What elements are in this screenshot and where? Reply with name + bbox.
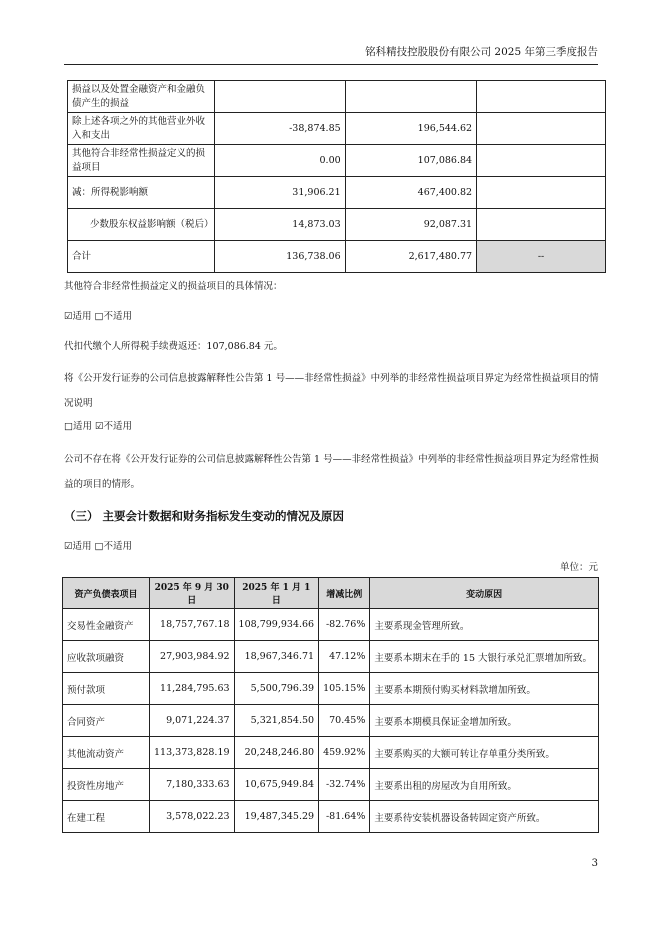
column-header: 变动原因	[370, 578, 599, 609]
change-ratio: -81.64%	[319, 801, 370, 833]
ytd-value: 467,400.82	[345, 177, 476, 209]
change-ratio: 459.92%	[319, 737, 370, 769]
note-cell	[477, 209, 606, 241]
value-jan1: 10,675,949.84	[234, 769, 319, 801]
table-row	[68, 145, 606, 177]
value-jan1: 20,248,246.80	[234, 737, 319, 769]
ytd-value: 107,086.84	[345, 145, 476, 177]
balance-sheet-changes-table	[62, 577, 599, 833]
value-sep30: 18,757,767.18	[150, 609, 235, 641]
row-label: 除上述各项之外的其他营业外收入和支出	[68, 113, 215, 145]
ytd-value: 2,617,480.77	[345, 241, 476, 273]
item-name: 应收款项融资	[63, 641, 150, 673]
applicability-checkbox: ☑适用 □不适用	[64, 311, 133, 322]
note-cell	[477, 113, 606, 145]
value-sep30: 27,903,984.92	[150, 641, 235, 673]
change-ratio: 70.45%	[319, 705, 370, 737]
item-name: 合同资产	[63, 705, 150, 737]
row-label: 少数股东权益影响额（税后）	[68, 209, 215, 241]
unit-label: 单位：元	[559, 562, 598, 573]
value-sep30: 3,578,022.23	[150, 801, 235, 833]
row-label: 损益以及处置金融资产和金融负债产生的损益	[68, 81, 215, 113]
change-reason: 主要系现金管理所致。	[370, 609, 599, 641]
note-cell	[477, 81, 606, 113]
table-row	[68, 81, 606, 113]
value-jan1: 108,799,934.66	[234, 609, 319, 641]
ytd-value: 196,544.62	[345, 113, 476, 145]
applicability-checkbox: □适用 ☑不适用	[64, 421, 133, 432]
table-row	[68, 209, 606, 241]
paragraph: 其他符合非经常性损益定义的损益项目的具体情况：	[64, 281, 283, 292]
value-sep30: 11,284,795.63	[150, 673, 235, 705]
row-label: 其他符合非经常性损益定义的损益项目	[68, 145, 215, 177]
row-label: 减：所得税影响额	[68, 177, 215, 209]
change-reason: 主要系待安装机器设备转固定资产所致。	[370, 801, 599, 833]
non-recurring-gains-table	[67, 80, 606, 273]
item-name: 在建工程	[63, 801, 150, 833]
change-reason: 主要系本期模具保证金增加所致。	[370, 705, 599, 737]
item-name: 交易性金融资产	[63, 609, 150, 641]
applicability-checkbox: ☑适用 □不适用	[64, 541, 133, 552]
paragraph: 公司不存在将《公开发行证券的公司信息披露解释性公告第 1 号——非经常性损益》中列举的非经常性损益项目界定为经常性损益的项目的情形。	[64, 454, 599, 490]
item-name: 预付款项	[63, 673, 150, 705]
value-sep30: 113,373,828.19	[150, 737, 235, 769]
ytd-value	[345, 81, 476, 113]
change-reason: 主要系本期预付购买材料款增加所致。	[370, 673, 599, 705]
table-row	[63, 737, 599, 769]
table-row	[63, 641, 599, 673]
report-header: 铭科精技控股股份有限公司 2025 年第三季度报告	[365, 46, 598, 58]
column-header: 资产负债表项目	[63, 578, 150, 609]
value-jan1: 18,967,346.71	[234, 641, 319, 673]
change-ratio: -32.74%	[319, 769, 370, 801]
table-row-total	[68, 241, 606, 273]
page-number: 3	[591, 858, 598, 869]
table-header	[63, 578, 599, 609]
value-jan1: 19,487,345.29	[234, 801, 319, 833]
current-value	[214, 81, 345, 113]
section-heading: （三） 主要会计数据和财务指标发生变动的情况及原因	[64, 509, 345, 523]
current-value: 31,906.21	[214, 177, 345, 209]
item-name: 其他流动资产	[63, 737, 150, 769]
table-row	[68, 177, 606, 209]
value-sep30: 7,180,333.63	[150, 769, 235, 801]
note-cell: --	[477, 241, 606, 273]
table-row	[68, 113, 606, 145]
change-reason: 主要系出租的房屋改为自用所致。	[370, 769, 599, 801]
change-ratio: 47.12%	[319, 641, 370, 673]
value-jan1: 5,500,796.39	[234, 673, 319, 705]
note-cell	[477, 145, 606, 177]
table-row	[63, 673, 599, 705]
change-reason: 主要系购买的大额可转让存单重分类所致。	[370, 737, 599, 769]
current-value: 14,873.03	[214, 209, 345, 241]
column-header: 增减比例	[319, 578, 370, 609]
value-jan1: 5,321,854.50	[234, 705, 319, 737]
note-cell	[477, 177, 606, 209]
row-label: 合计	[68, 241, 215, 273]
change-ratio: -82.76%	[319, 609, 370, 641]
header-divider	[64, 64, 598, 65]
table-row	[63, 705, 599, 737]
table-row	[63, 801, 599, 833]
change-reason: 主要系本期末在手的 15 大银行承兑汇票增加所致。	[370, 641, 599, 673]
change-ratio: 105.15%	[319, 673, 370, 705]
value-sep30: 9,071,224.37	[150, 705, 235, 737]
column-header: 2025 年 9 月 30 日	[150, 578, 235, 609]
paragraph: 代扣代缴个人所得税手续费返还：107,086.84 元。	[64, 341, 283, 352]
column-header: 2025 年 1 月 1 日	[234, 578, 319, 609]
item-name: 投资性房地产	[63, 769, 150, 801]
current-value: 136,738.06	[214, 241, 345, 273]
table-row	[63, 769, 599, 801]
current-value: -38,874.85	[214, 113, 345, 145]
paragraph: 将《公开发行证券的公司信息披露解释性公告第 1 号——非经常性损益》中列举的非经常性损益项目界定为经常性损益项目的情况说明	[64, 373, 599, 409]
table-row	[63, 609, 599, 641]
current-value: 0.00	[214, 145, 345, 177]
ytd-value: 92,087.31	[345, 209, 476, 241]
